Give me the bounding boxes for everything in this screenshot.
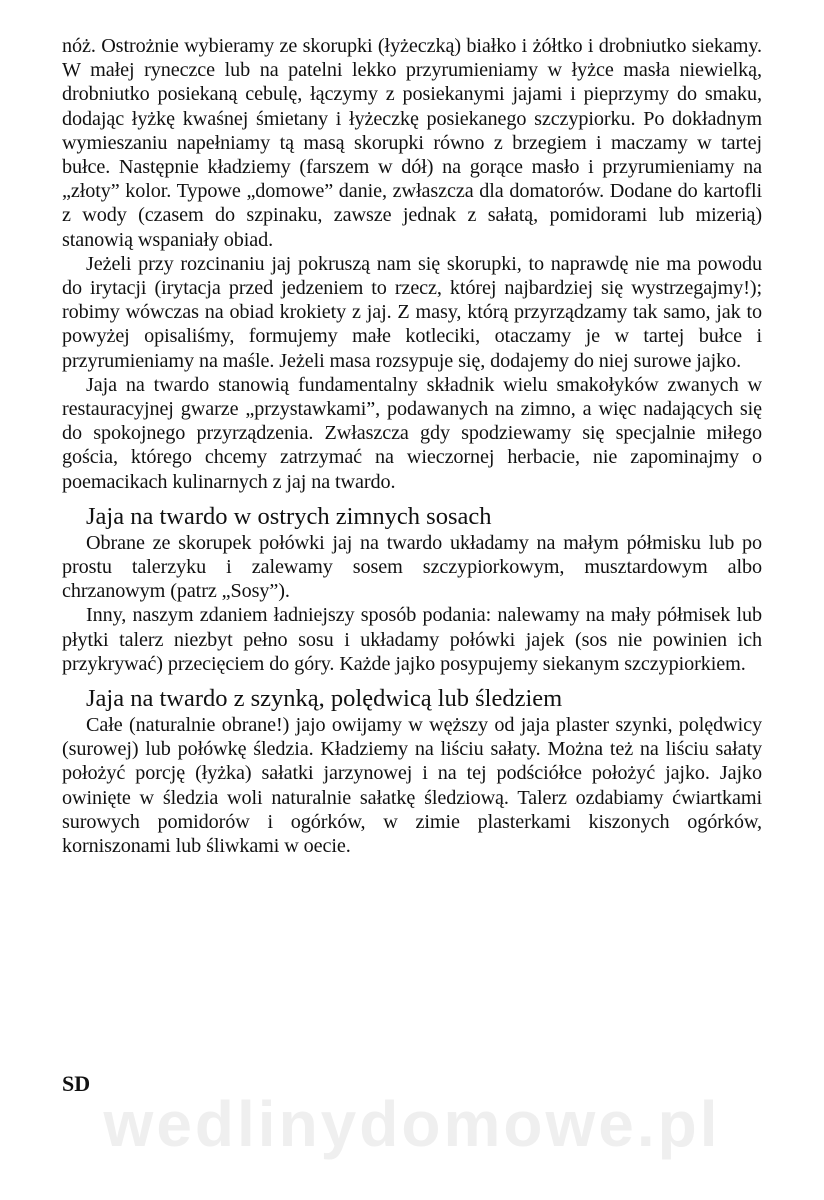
footer-mark: SD [62,1071,91,1096]
paragraph-intro-2: Jeżeli przy rozcinaniu jaj pokruszą nam się skorupki, to naprawdę nie ma powodu do irytacji (irytacja przed jedzeniem to rzecz, której najbardziej się wystrzegajmy!); robimy wówczas na obiad krokiety z jaj. Z masy, którą przyrządzamy tak samo, jak to powyżej opisaliśmy, formujemy małe kotleciki, otaczamy je w tartej bułce i przyrumieniamy na maśle. Jeżeli masa rozsypuje się, dodajemy do niej surowe jajko. [62,252,762,372]
paragraph-ham-1: Całe (naturalnie obrane!) jajo owijamy w węższy od jaja plaster szynki, polędwicy (surowej) lub połówkę śledzia. Kładziemy na liściu sałaty. Można też na liściu sałaty położyć porcję (łyżka) sałatki jarzynowej i na tej podściółce położyć jajko. Jajko owinięte w śledzia woli naturalnie sałatkę śledziową. Talerz ozdabiamy ćwiartkami surowych pomidorów i ogórków, w zimie plasterkami kiszonych ogórków, korniszonami lub śliwkami w oecie. [62,714,762,858]
page-content [62,34,762,858]
section-heading-ham: Jaja na twardo z szynką, polędwicą lub śledziem [86,685,563,713]
paragraph-intro-1: nóż. Ostrożnie wybieramy ze skorupki (łyżeczką) białko i żółtko i drobniutko siekamy. W małej ryneczce lub na patelni lekko przyrumieniamy w łyżce masła niewielką, drobniutko posiekaną cebulę, łączymy z posiekanymi jajami i pieprzymy do smaku, dodając łyżkę kwaśnej śmietany i łyżeczkę posiekanego szczypiorku. Po dokładnym wymieszaniu napełniamy tą masą skorupki równo z brzegiem i maczamy w tartej bułce. Następnie kładziemy (farszem w dół) na gorące masło i przyrumieniamy na „złoty” kolor. Typowe „domowe” danie, zwłaszcza dla domatorów. Dodane do kartofli z wody (czasem do szpinaku, zawsze jednak z sałatą, pomidorami lub mizerią) stanowią wspaniały obiad. [62,35,762,251]
paragraph-sauces-1: Obrane ze skorupek połówki jaj na twardo układamy na małym półmisku lub po prostu talerzyku i zalewamy sosem szczypiorkowym, musztardowym albo chrzanowym (patrz „Sosy”). [62,531,762,603]
paragraph-intro-3: Jaja na twardo stanowią fundamentalny składnik wielu smakołyków zwanych w restauracyjnej gwarze „przystawkami”, podawanych na zimno, a więc nadających się do spokojnego przyrządzenia. Zwłaszcza gdy spodziewamy się specjalnie miłego gościa, którego chcemy zatrzymać na wieczornej herbacie, nie zapominajmy o poemacikach kulinarnych z jaj na twardo. [62,373,762,493]
paragraph-sauces-2: Inny, naszym zdaniem ładniejszy sposób podania: nalewamy na mały półmisek lub płytki talerz niezbyt pełno sosu i układamy połówki jajek (sos nie powinien ich przykrywać) przecięciem do góry. Każde jajko posypujemy siekanym szczypiorkiem. [62,604,762,675]
section-heading-sauces: Jaja na twardo w ostrych zimnych sosach [86,502,492,530]
watermark: wedlinydomowe.pl [103,1088,721,1160]
